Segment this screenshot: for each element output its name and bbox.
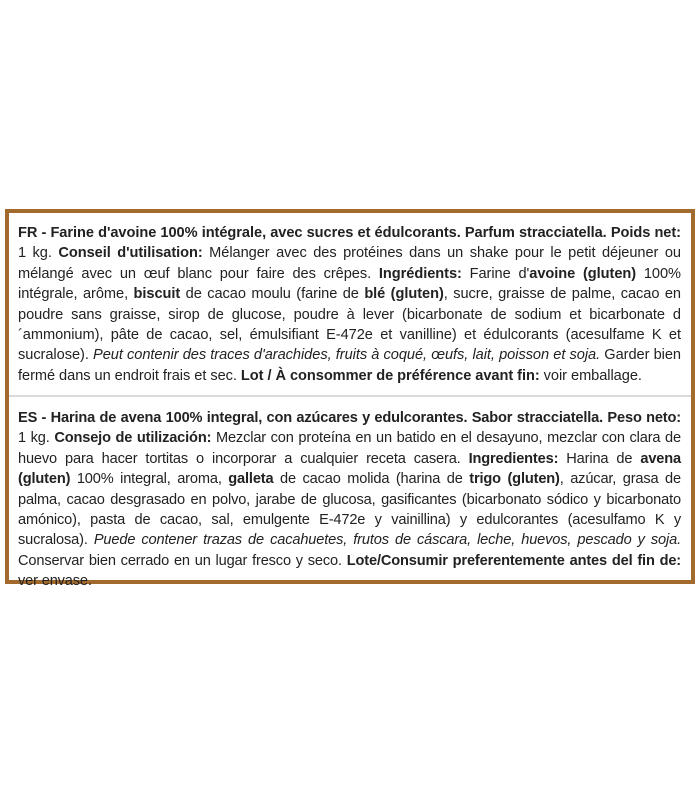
- fr-lot-label: Lot / À consommer de préférence avant fin:: [240, 367, 540, 384]
- section-divider: [9, 395, 691, 397]
- fr-traces-warning: Peut contenir des traces d'arachides, fruits à coqué, œufs, lait, poisson et soja.: [93, 347, 601, 364]
- es-ingredients-text: de cacao molida (harina de: [273, 471, 470, 488]
- product-label-panel: [5, 209, 695, 590]
- spanish-section: [18, 408, 681, 592]
- es-title: ES - Harina de avena 100% integral, con azúcares y edulcorantes. Sabor stracciatella. Peso neto:: [18, 410, 681, 426]
- fr-ingredients-label: Ingrédients:: [378, 265, 462, 282]
- fr-usage-text: Mélanger avec des protéines dans un shake pour le petit déjeuner ou mélangé avec un œuf blanc pour faire des crêpes.: [18, 245, 681, 282]
- es-ingredients-text: 100% integral, aroma,: [70, 471, 229, 488]
- fr-ingredients-text: , sucre, graisse de palme, cacao en poudre sans graisse, sirop de glucose, poudre à lever (bicarbonate de sodium et bicarbonate d´ammonium), pâte de cacao, sel, émulsifiant E-472e et vanilline) et édulcorants (acesulfame K et sucralose).: [18, 286, 681, 364]
- fr-usage-label: Conseil d'utilisation:: [58, 245, 203, 262]
- es-ingredients-text: Harina de: [558, 450, 641, 467]
- es-usage-label: Consejo de utilización:: [54, 430, 212, 447]
- fr-lot-text: voir emballage.: [539, 367, 642, 384]
- es-ingredients-label: Ingredientes:: [468, 450, 559, 467]
- es-traces-warning: Puede contener trazas de cacahuetes, frutos de cáscara, leche, huevos, pescado y soja.: [93, 532, 681, 549]
- es-allergen-oat: avena (gluten): [18, 450, 681, 488]
- es-galleta: galleta: [228, 471, 274, 488]
- fr-ingredients-text: de cacao moulu (farine de: [180, 286, 365, 303]
- fr-storage-text: Garder bien fermé dans un endroit frais et sec.: [18, 347, 681, 384]
- es-lot-text: ver envase.: [18, 573, 92, 590]
- fr-ingredients-text: Farine d': [461, 265, 530, 282]
- fr-allergen-wheat: blé (gluten): [364, 286, 444, 303]
- label-content: [18, 213, 682, 590]
- es-net-weight: 1 kg.: [18, 430, 55, 447]
- es-storage-text: Conservar bien cerrado en un lugar fresco y seco.: [18, 552, 347, 569]
- es-allergen-wheat: trigo (gluten): [469, 471, 560, 488]
- fr-allergen-oat: avoine (gluten): [529, 265, 637, 282]
- fr-ingredients-text: 100% intégrale, arôme,: [18, 265, 681, 303]
- fr-biscuit: biscuit: [133, 286, 181, 303]
- es-usage-text: Mezclar con proteína en un batido en el desayuno, mezclar con clara de huevo para hacer tortitas o incorporar a cualquier receta casera.: [18, 430, 681, 467]
- fr-net-weight: 1 kg.: [18, 245, 59, 262]
- fr-title: FR - Farine d'avoine 100% intégrale, avec sucres et édulcorants. Parfum stracciatella. Poids net:: [18, 225, 681, 241]
- es-ingredients-text: , azúcar, grasa de palma, cacao desgrasado en polvo, jarabe de glucosa, gasificantes (bicarbonato sódico y bicarbonato amónico), pasta de cacao, sal, emulgente E-472e y vainillina) y edulcorantes (acesulfamo K y sucralosa).: [18, 471, 681, 549]
- french-section: [18, 223, 681, 386]
- es-lot-label: Lote/Consumir preferentemente antes del fin de:: [346, 552, 682, 569]
